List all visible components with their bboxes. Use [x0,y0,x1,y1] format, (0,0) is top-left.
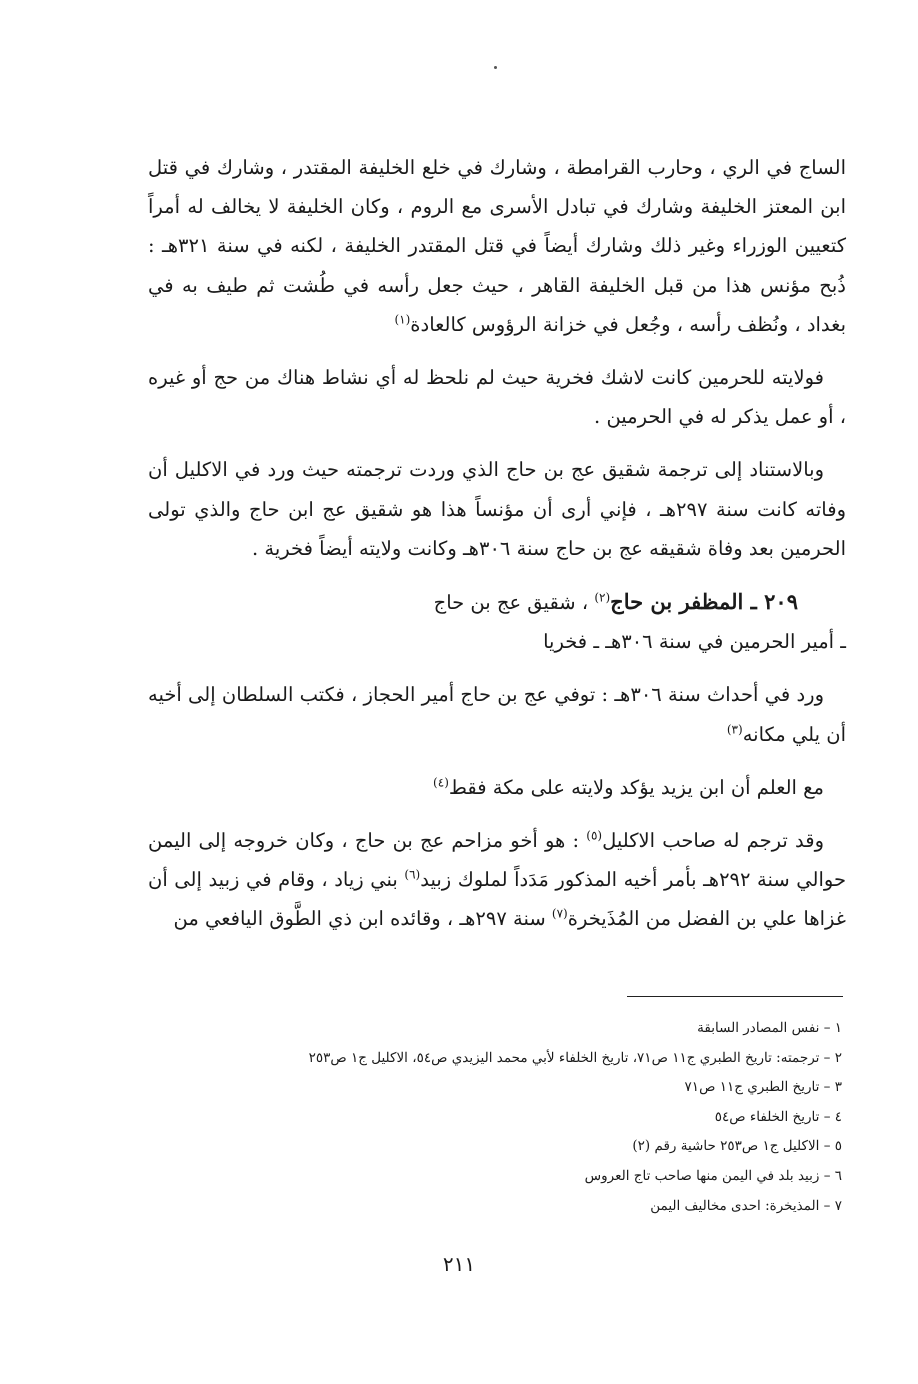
paragraph-6-text-d: سنة ٢٩٧هـ ، وقائده ابن ذي الطَّوق اليافعي من [173,907,546,931]
footnote-5: ٥ – الاكليل ج١ ص٢٥٣ حاشية رقم (٢) [632,1138,842,1155]
paragraph-4 [148,675,846,753]
footnote-ref-6[interactable]: (٦) [404,867,421,882]
paragraph-4-text: ورد في أحداث سنة ٣٠٦هـ : توفي عج بن حاج أمير الحجاز ، فكتب السلطان إلى أخيه أن يلي مكانه [148,683,846,746]
paragraph-5-text: مع العلم أن ابن يزيد يؤكد ولايته على مكة فقط [448,775,824,799]
footnote-7: ٧ – المذيخرة: احدى مخاليف اليمن [650,1197,842,1214]
footnotes [148,1014,842,1221]
footnote-divider [627,996,843,997]
entry-subtitle: ـ أمير الحرمين في سنة ٣٠٦هـ ـ فخريا [543,630,846,654]
paragraph-6-text-c: بني زياد ، وقام في زبيد إلى أن غزاها علي بن الفضل من المُذَيخرة [148,868,846,931]
footnote-ref-1[interactable]: (١) [394,312,411,327]
page-number: ٢١١ [442,1252,476,1276]
paragraph-2: فولايته للحرمين كانت لاشك فخرية حيث لم نلحظ له أي نشاط هناك من حج أو غيره ، أو عمل يذكر له في الحرمين . [148,366,846,429]
paragraph-1 [148,148,846,344]
footnote-ref-3[interactable]: (٣) [726,722,743,737]
footnote-ref-7[interactable]: (٧) [551,906,568,921]
footnote-2: ٢ – ترجمته: تاريخ الطبري ج١١ ص٧١، تاريخ الخلفاء لأبي محمد اليزيدي ص٥٤، الاكليل ج١ ص٢٥٣ [308,1049,842,1066]
main-text [148,148,846,953]
paragraph-6-text-a: وقد ترجم له صاحب الاكليل [602,829,825,853]
paragraph-5 [148,768,846,807]
footnote-ref-2[interactable]: (٢) [594,590,611,605]
entry-heading-line [148,582,846,622]
paragraph-3: وبالاستناد إلى ترجمة شقيق عج بن حاج الذي وردت ترجمته حيث ورد في الاكليل أن وفاته كانت سنة ٢٩٧هـ ، فإني أرى أن مؤنساً هذا هو شقيق عج ابن حاج والذي تولى الحرمين بعد وفاة شقيقه عج بن حاج سنة ٣٠٦هـ وكانت ولايته أيضاً فخرية . [148,458,846,560]
footnote-3: ٣ – تاريخ الطبري ج١١ ص٧١ [684,1079,842,1096]
paragraph-1-text: الساج في الري ، وحارب القرامطة ، وشارك في خلع الخليفة المقتدر ، وشارك في قتل ابن المعتز الخليفة وشارك في تبادل الأسرى مع الروم ، وكان الخليفة لا يخالف له أمراً كتعيين الوزراء وغير ذلك وشارك أيضاً في قتل المقتدر الخليفة ، لكنه في سنة ٣٢١هـ : ذُبح مؤنس هذا من قبل الخليفة القاهر ، حيث جعل رأسه في طُشت ثم طيف به في بغداد ، ونُظف رأسه ، وجُعل في خزانة الرؤوس كالعادة [148,156,846,336]
entry-heading-rest: ، شقيق عج بن حاج [433,591,589,615]
entry-heading: ٢٠٩ ـ المظفر بن حاج [610,589,798,615]
scan-speck [494,66,497,69]
footnote-1: ١ – نفس المصادر السابقة [697,1020,842,1036]
footnote-4: ٤ – تاريخ الخلفاء ص٥٤ [714,1108,842,1125]
footnote-6: ٦ – زبيد بلد في اليمن منها صاحب تاج العروس [584,1167,842,1184]
paragraph-6-text-b: : هو أخو مزاحم عج بن حاج ، وكان خروجه إلى اليمن حوالي سنة ٢٩٢هـ بأمر أخيه المذكور مَدَداً لملوك زبيد [148,829,847,892]
paragraph-6 [148,821,846,939]
footnote-ref-4[interactable]: (٤) [433,775,449,790]
footnote-ref-5[interactable]: (٥) [586,828,603,843]
